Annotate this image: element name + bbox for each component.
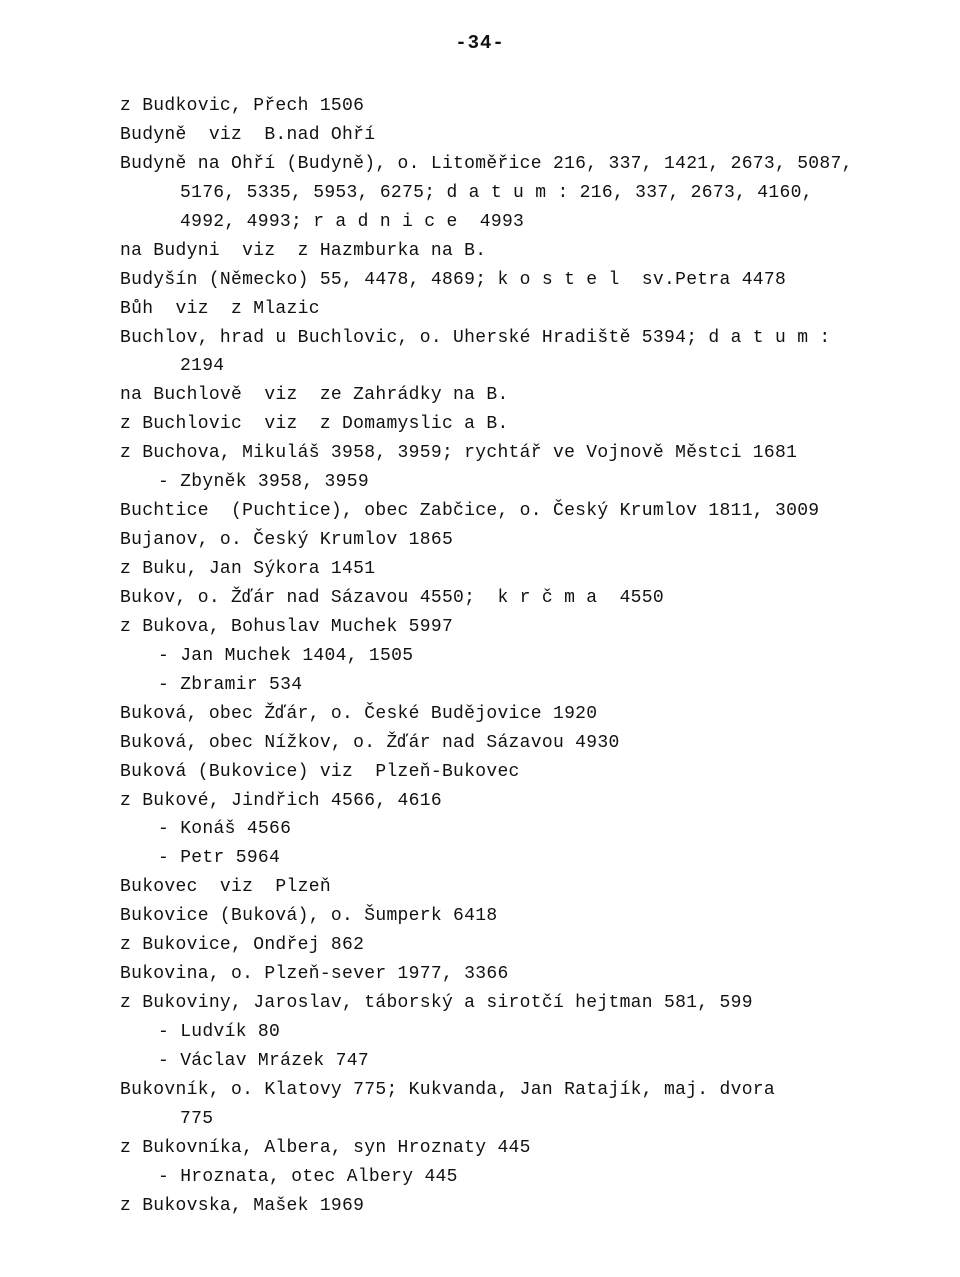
index-subentry: - Ludvík 80 (158, 1022, 281, 1042)
index-entry: Bukovina, o. Plzeň-sever 1977, 3366 (120, 964, 509, 985)
index-entry: Budyně na Ohří (Budyně), o. Litoměřice 216, 337, 1421, 2673, 5087, (120, 153, 853, 174)
index-entry: Budyně viz B.nad Ohří (120, 124, 376, 145)
index-subentry: - Hroznata, otec Albery 445 (158, 1166, 458, 1187)
index-entry: Bukov, o. Žďár nad Sázavou 4550; k r č m a 4550 (120, 587, 664, 608)
index-entry: Bůh viz z Mlazic (120, 298, 320, 319)
index-entry: Bukovec viz Plzeň (120, 877, 331, 898)
index-entry: Bukovice (Buková), o. Šumperk 6418 (120, 906, 498, 927)
index-entry: Buková, obec Žďár, o. České Budějovice 1920 (120, 703, 598, 724)
index-entry: Budyšín (Německo) 55, 4478, 4869; k o s t e l sv.Petra 4478 (120, 269, 787, 290)
index-entry: z Buchlovic viz z Domamyslic a B. (120, 414, 509, 435)
index-subentry: - Václav Mrázek 747 (158, 1050, 369, 1071)
index-entry: Bujanov, o. Český Krumlov 1865 (120, 530, 454, 551)
index-entry: Buchlov, hrad u Buchlovic, o. Uherské Hradiště 5394; d a t u m : (120, 327, 831, 348)
index-entry-continuation: 5176, 5335, 5953, 6275; d a t u m : 216, 337, 2673, 4160, (180, 182, 813, 203)
index-entry: Buková (Bukovice) viz Plzeň-Bukovec (120, 761, 520, 782)
index-entry: z Buku, Jan Sýkora 1451 (120, 559, 376, 579)
index-entry: z Bukovska, Mašek 1969 (120, 1195, 365, 1216)
index-entry: z Bukova, Bohuslav Muchek 5997 (120, 616, 454, 637)
index-entry-continuation: 2194 (180, 356, 225, 377)
index-entry: z Bukovice, Ondřej 862 (120, 935, 365, 956)
index-entry: na Buchlově viz ze Zahrádky na B. (120, 385, 509, 406)
index-subentry: - Zbramir 534 (158, 674, 303, 695)
index-subentry: - Zbyněk 3958, 3959 (158, 472, 369, 493)
index-subentry: - Jan Muchek 1404, 1505 (158, 645, 414, 666)
index-subentry: - Konáš 4566 (158, 819, 292, 840)
index-entry: Buchtice (Puchtice), obec Zabčice, o. Český Krumlov 1811, 3009 (120, 501, 820, 522)
index-entry: z Bukovníka, Albera, syn Hroznaty 445 (120, 1137, 531, 1158)
index-entries (120, 92, 900, 1221)
index-entry-continuation: 4992, 4993; r a d n i c e 4993 (180, 211, 525, 232)
index-subentry: - Petr 5964 (158, 848, 281, 869)
index-entry: z Buchova, Mikuláš 3958, 3959; rychtář ve Vojnově Městci 1681 (120, 443, 798, 464)
index-entry: z Budkovic, Přech 1506 (120, 96, 365, 116)
index-entry: z Bukové, Jindřich 4566, 4616 (120, 790, 442, 811)
page-number: -34- (455, 32, 505, 54)
index-entry-continuation: 775 (180, 1108, 214, 1129)
index-entry: Bukovník, o. Klatovy 775; Kukvanda, Jan Ratajík, maj. dvora (120, 1079, 776, 1100)
index-entry: na Budyni viz z Hazmburka na B. (120, 240, 487, 261)
index-entry: z Bukoviny, Jaroslav, táborský a sirotčí hejtman 581, 599 (120, 993, 753, 1014)
index-entry: Buková, obec Nížkov, o. Žďár nad Sázavou 4930 (120, 732, 620, 753)
